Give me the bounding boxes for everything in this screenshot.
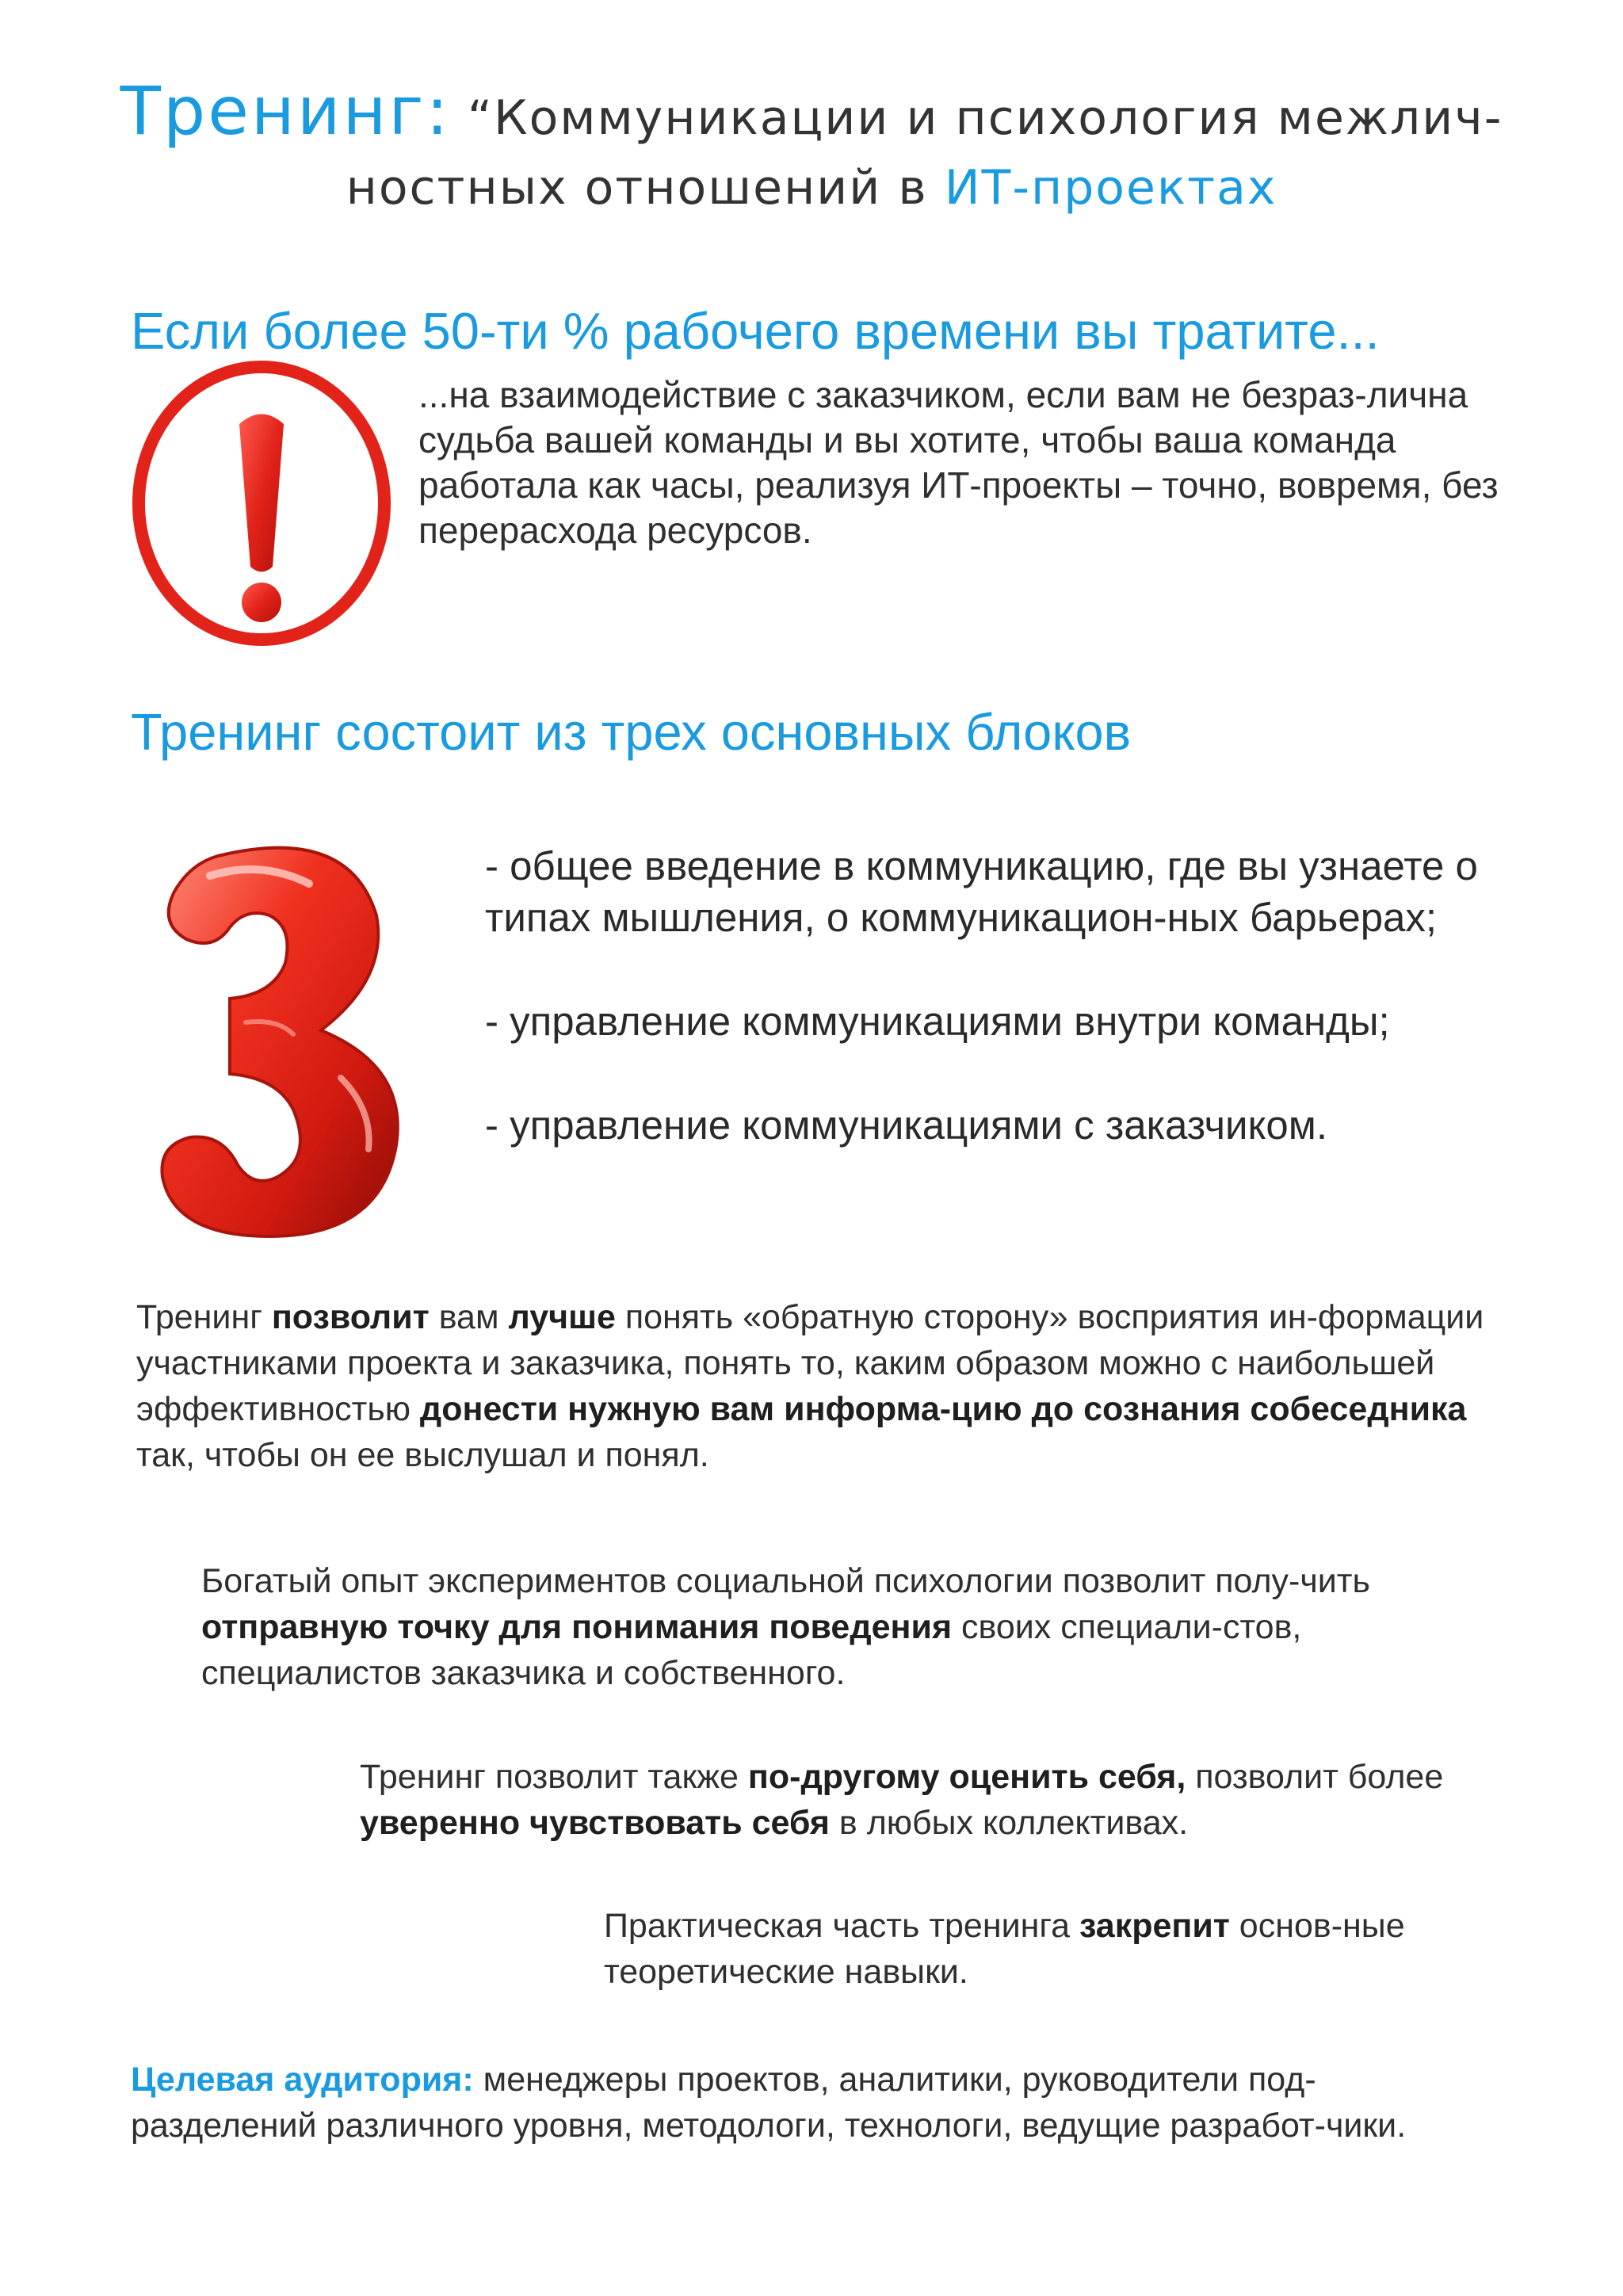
text-run: своих специали-стов, специалистов заказчика и собственного. bbox=[201, 1608, 1302, 1692]
section-heading-time: Если более 50-ти % рабочего времени вы тратите... bbox=[131, 302, 1380, 360]
bold-run: лучше bbox=[508, 1298, 616, 1336]
benefit-paragraph-4 bbox=[604, 1903, 1444, 1995]
text-run: так, чтобы он ее выслушал и понял. bbox=[136, 1436, 709, 1474]
text-run: Практическая часть тренинга bbox=[604, 1907, 1079, 1945]
target-audience-label: Целевая аудитория: bbox=[131, 2061, 474, 2099]
title-line2-prefix: ностных отношений в bbox=[346, 160, 945, 216]
text-run: в любых коллективах. bbox=[829, 1804, 1189, 1842]
list-item: - управление коммуникациями внутри команды; bbox=[485, 999, 1390, 1044]
bold-run: по-другому оценить себя, bbox=[747, 1758, 1186, 1796]
text-run: Богатый опыт экспериментов социальной психологии позволит полу-чить bbox=[201, 1562, 1370, 1600]
title-word: Тренинг: bbox=[120, 72, 451, 150]
text-run: основ-ные теоретические навыки. bbox=[604, 1907, 1405, 1991]
benefit-paragraph-1 bbox=[136, 1294, 1490, 1478]
section-heading-blocks: Тренинг состоит из трех основных блоков bbox=[131, 703, 1132, 761]
intro-text: ...на взаимодействие с заказчиком, если вам не безраз-лична судьба вашей команды и вы хотите, чтобы ваша команда работала как часы, реализуя ИТ-проекты – точно, вовремя, без перерасхода ресурсов. bbox=[418, 374, 1499, 551]
bold-run: донести нужную вам информа-цию до сознания собеседника bbox=[419, 1390, 1467, 1428]
text-run: Тренинг позволит также bbox=[360, 1758, 748, 1796]
bold-run: позволит bbox=[271, 1298, 430, 1336]
benefit-paragraph-2 bbox=[201, 1558, 1447, 1696]
page-title bbox=[0, 72, 1623, 223]
title-line1-rest: “Коммуникации и психология межлич- bbox=[467, 90, 1503, 146]
list-item: - управление коммуникациями с заказчиком. bbox=[485, 1102, 1328, 1148]
target-audience bbox=[131, 2057, 1502, 2149]
balloon-three-icon bbox=[143, 840, 416, 1240]
benefit-paragraph-3 bbox=[360, 1754, 1469, 1846]
blocks-list bbox=[485, 840, 1539, 1203]
bold-run: закрепит bbox=[1079, 1907, 1230, 1945]
text-run: позволит более bbox=[1186, 1758, 1444, 1796]
list-item: - общее введение в коммуникацию, где вы узнаете о типах мышления, о коммуникацион-ных барьерах; bbox=[485, 843, 1478, 940]
text-run: понять «обратную сторону» восприятия ин-формации участниками проекта и заказчика, понять то, каким образом можно с наибольшей эффективностью bbox=[136, 1298, 1484, 1428]
text-run: Тренинг bbox=[136, 1298, 272, 1336]
exclamation-circle-icon bbox=[127, 349, 396, 658]
title-line-1 bbox=[0, 72, 1623, 153]
title-line-2 bbox=[0, 153, 1623, 223]
bold-run: уверенно чувствовать себя bbox=[360, 1804, 830, 1842]
title-line2-accent: ИТ-проектах bbox=[944, 160, 1277, 216]
target-audience-text: менеджеры проектов, аналитики, руководители под-разделений различного уровня, методологи, технологи, ведущие разработ-чики. bbox=[131, 2061, 1407, 2145]
text-run: вам bbox=[429, 1298, 509, 1336]
bold-run: отправную точку для понимания поведения bbox=[201, 1608, 953, 1646]
